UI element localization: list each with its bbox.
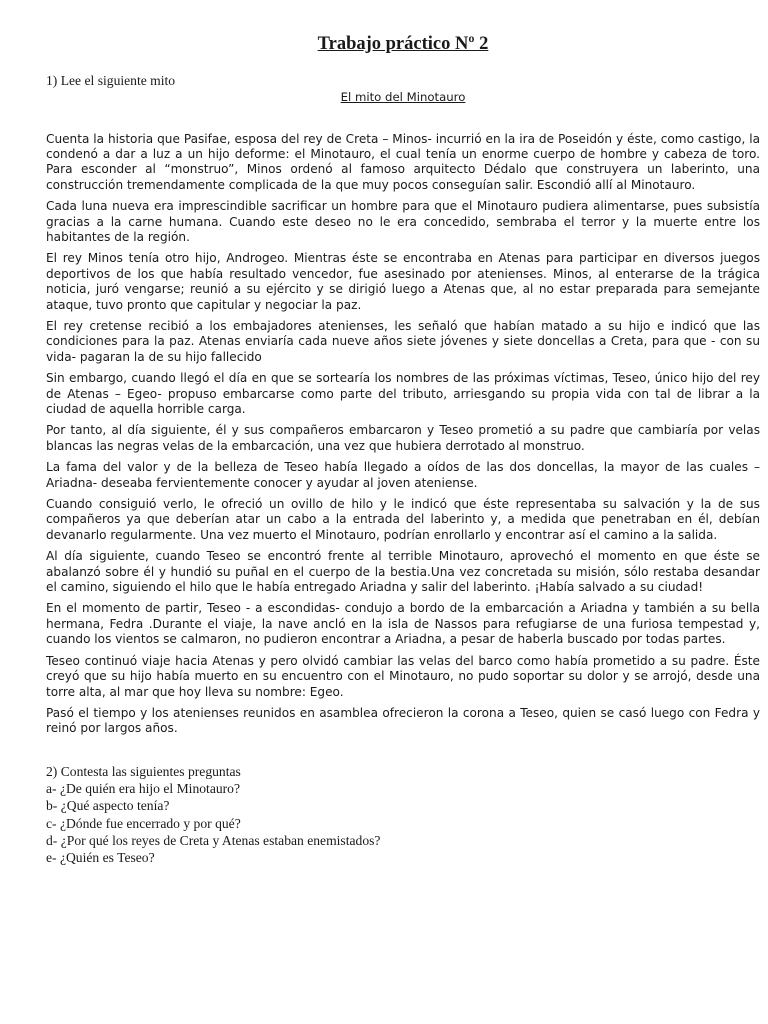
question-item: a- ¿De quién era hijo el Minotauro? bbox=[46, 781, 241, 797]
story-paragraph: Pasó el tiempo y los atenienses reunidos en asamblea ofrecieron la corona a Teseo, quien se casó luego con Fedra y reinó por largos años. bbox=[46, 705, 760, 736]
story-paragraph: Sin embargo, cuando llegó el día en que se sortearía los nombres de las próximas víctimas, Teseo, único hijo del rey de Atenas – Egeo- propuso embarcarse como parte del tributo, arriesgando su propia vida con tal de librar a la ciudad de aquella horrible carga. bbox=[46, 371, 760, 416]
story-paragraph: Cuenta la historia que Pasifae, esposa del rey de Creta – Minos- incurrió en la ira de Poseidón y éste, como castigo, la condenó a dar a luz a un hijo deforme: el Minotauro, el cual tenía un enorme cuerpo de hombre y cabeza de toro. Para esconder al “monstruo”, Minos ordenó al famoso arquitecto Dédalo que construyera un laberinto, una construcción tremendamente complicada de la que muy pocos conseguían salir. Escondió allí al Minotauro. bbox=[46, 131, 760, 192]
story-paragraph: La fama del valor y de la belleza de Teseo había llegado a oídos de las dos doncellas, la mayor de las cuales –Ariadna- deseaba fervientemente conocer y ayudar al joven ateniense. bbox=[46, 460, 760, 490]
story-paragraph: Al día siguiente, cuando Teseo se encontró frente al terrible Minotauro, aprovechó el momento en que éste se abalanzó sobre él y hundió su puñal en el cuerpo de la bestia.Una vez concretada su misión, sólo restaba desandar el camino, siguiendo el hilo que le había entregado Ariadna y salir del laberinto. ¡Había salvado a su ciudad! bbox=[46, 549, 760, 595]
document-page bbox=[46, 34, 760, 867]
story-paragraph: En el momento de partir, Teseo - a escondidas- condujo a bordo de la embarcación a Ariadna y también a su bella hermana, Fedra .Durante el viaje, la nave ancló en la isla de Nassos para refugiarse de una furiosa tempestad y, cuando los vientos se calmaron, no pudieron encontrar a Ariadna, a pesar de haberla buscado por todas partes. bbox=[46, 601, 760, 647]
question-item: e- ¿Quién es Teseo? bbox=[46, 850, 155, 866]
exercise-2-instruction: 2) Contesta las siguientes preguntas bbox=[46, 763, 241, 779]
questions-section bbox=[46, 763, 760, 867]
story-body bbox=[46, 132, 760, 737]
story-paragraph: El rey cretense recibió a los embajadores atenienses, les señaló que habían matado a su hijo e indicó que las condiciones para la paz. Atenas enviaría cada nueve años siete jóvenes y siete doncellas a Creta, para que - con su vida- pagaran la de su hijo fallecido bbox=[46, 318, 760, 364]
story-paragraph: El rey Minos tenía otro hijo, Androgeo. Mientras éste se encontraba en Atenas para participar en diversos juegos deportivos de los que había resultado vencedor, fue asesinado por atenienses. Minos, al enterarse de la trágica noticia, juró vengarse; reunió a su ejército y se dirigió luego a Atenas que, al no estar preparada para semejante ataque, tuvo pronto que capitular y negociar la paz. bbox=[46, 251, 760, 312]
page-title: Trabajo práctico Nº 2 bbox=[317, 34, 489, 54]
question-item: d- ¿Por qué los reyes de Creta y Atenas estaban enemistados? bbox=[46, 832, 381, 848]
exercise-1-instruction: 1) Lee el siguiente mito bbox=[46, 73, 176, 88]
question-item: b- ¿Qué aspecto tenía? bbox=[46, 798, 170, 814]
story-paragraph: Por tanto, al día siguiente, él y sus compañeros embarcaron y Teseo prometió a su padre que cambiaría por velas blancas las negras velas de la embarcación, una vez que hubiera derrotado al monstruo. bbox=[46, 423, 760, 453]
story-paragraph: Cada luna nueva era imprescindible sacrificar un hombre para que el Minotauro pudiera alimentarse, pues subsistía gracias a la carne humana. Cuando este deseo no le era concedido, sembraba el terror y la muerte entre los habitantes de la región. bbox=[46, 199, 760, 244]
story-paragraph: Teseo continuó viaje hacia Atenas y pero olvidó cambiar las velas del barco como había prometido a su padre. Éste creyó que su hijo había muerto en su encuentro con el Minotauro, no pudo soportar su dolor y se arrojó, desde una torre alta, al mar que hoy lleva su nombre: Egeo. bbox=[46, 653, 760, 699]
question-item: c- ¿Dónde fue encerrado y por qué? bbox=[46, 815, 241, 831]
story-paragraph: Cuando consiguió verlo, le ofreció un ovillo de hilo y le indicó que éste representaba su salvación y la de sus compañeros ya que deberían atar un cabo a la entrada del laberinto y, a medida que penetraban en él, debían devanarlo regularmente. Una vez muerto el Minotauro, podrían enrollarlo y encontrar así el camino a la salida. bbox=[46, 497, 760, 542]
story-title: El mito del Minotauro bbox=[340, 89, 466, 104]
